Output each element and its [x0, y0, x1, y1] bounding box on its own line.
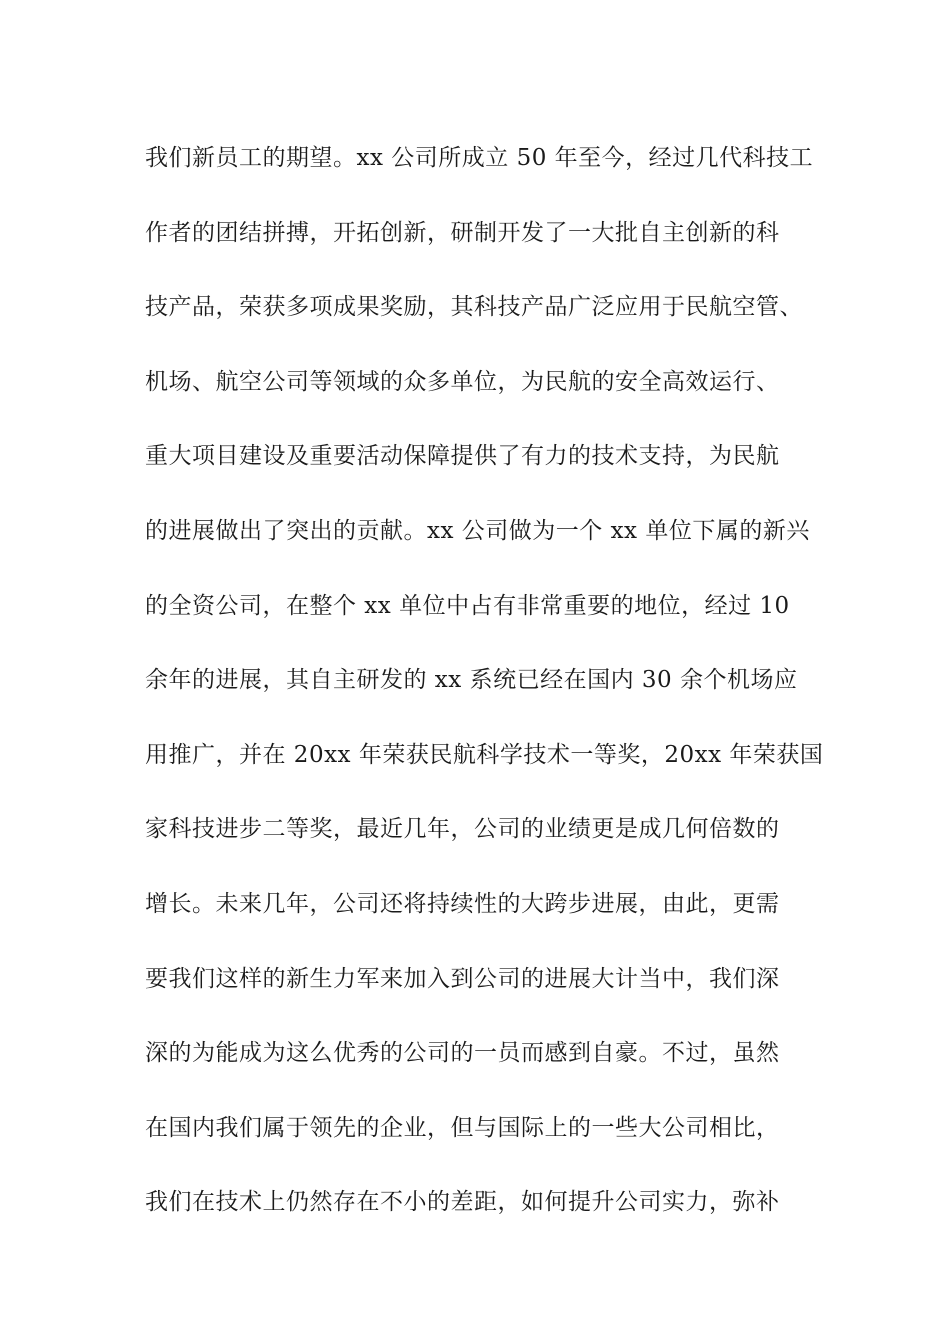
text-line: 机场、航空公司等领域的众多单位，为民航的安全高效运行、	[145, 368, 780, 395]
text-line: 我们新员工的期望。xx 公司所成立 50 年至今，经过几代科技工	[145, 145, 814, 171]
text-line: 技产品，荣获多项成果奖励，其科技产品广泛应用于民航空管、	[145, 294, 803, 321]
text-line: 的全资公司，在整个 xx 单位中占有非常重要的地位，经过 10	[145, 592, 790, 619]
text-line: 要我们这样的新生力军来加入到公司的进展大计当中，我们深	[145, 965, 780, 992]
text-line: 我们在技术上仍然存在不小的差距，如何提升公司实力，弥补	[145, 1189, 780, 1216]
text-line: 在国内我们属于领先的企业，但与国际上的一些大公司相比，	[145, 1114, 780, 1141]
text-line: 重大项目建设及重要活动保障提供了有力的技术支持，为民航	[145, 443, 780, 470]
text-line: 增长。未来几年，公司还将持续性的大跨步进展，由此，更需	[145, 890, 780, 917]
text-line: 用推广，并在 20xx 年荣获民航科学技术一等奖，20xx 年荣获国	[145, 741, 824, 768]
text-line: 家科技进步二等奖，最近几年，公司的业绩更是成几何倍数的	[145, 816, 780, 843]
body-text	[145, 136, 835, 1255]
text-line: 作者的团结拼搏，开拓创新，研制开发了一大批自主创新的科	[145, 219, 780, 246]
text-line: 深的为能成为这么优秀的公司的一员而感到自豪。不过，虽然	[145, 1040, 780, 1067]
text-line: 的进展做出了突出的贡献。xx 公司做为一个 xx 单位下属的新兴	[145, 517, 810, 544]
text-line: 余年的进展，其自主研发的 xx 系统已经在国内 30 余个机场应	[145, 667, 798, 694]
